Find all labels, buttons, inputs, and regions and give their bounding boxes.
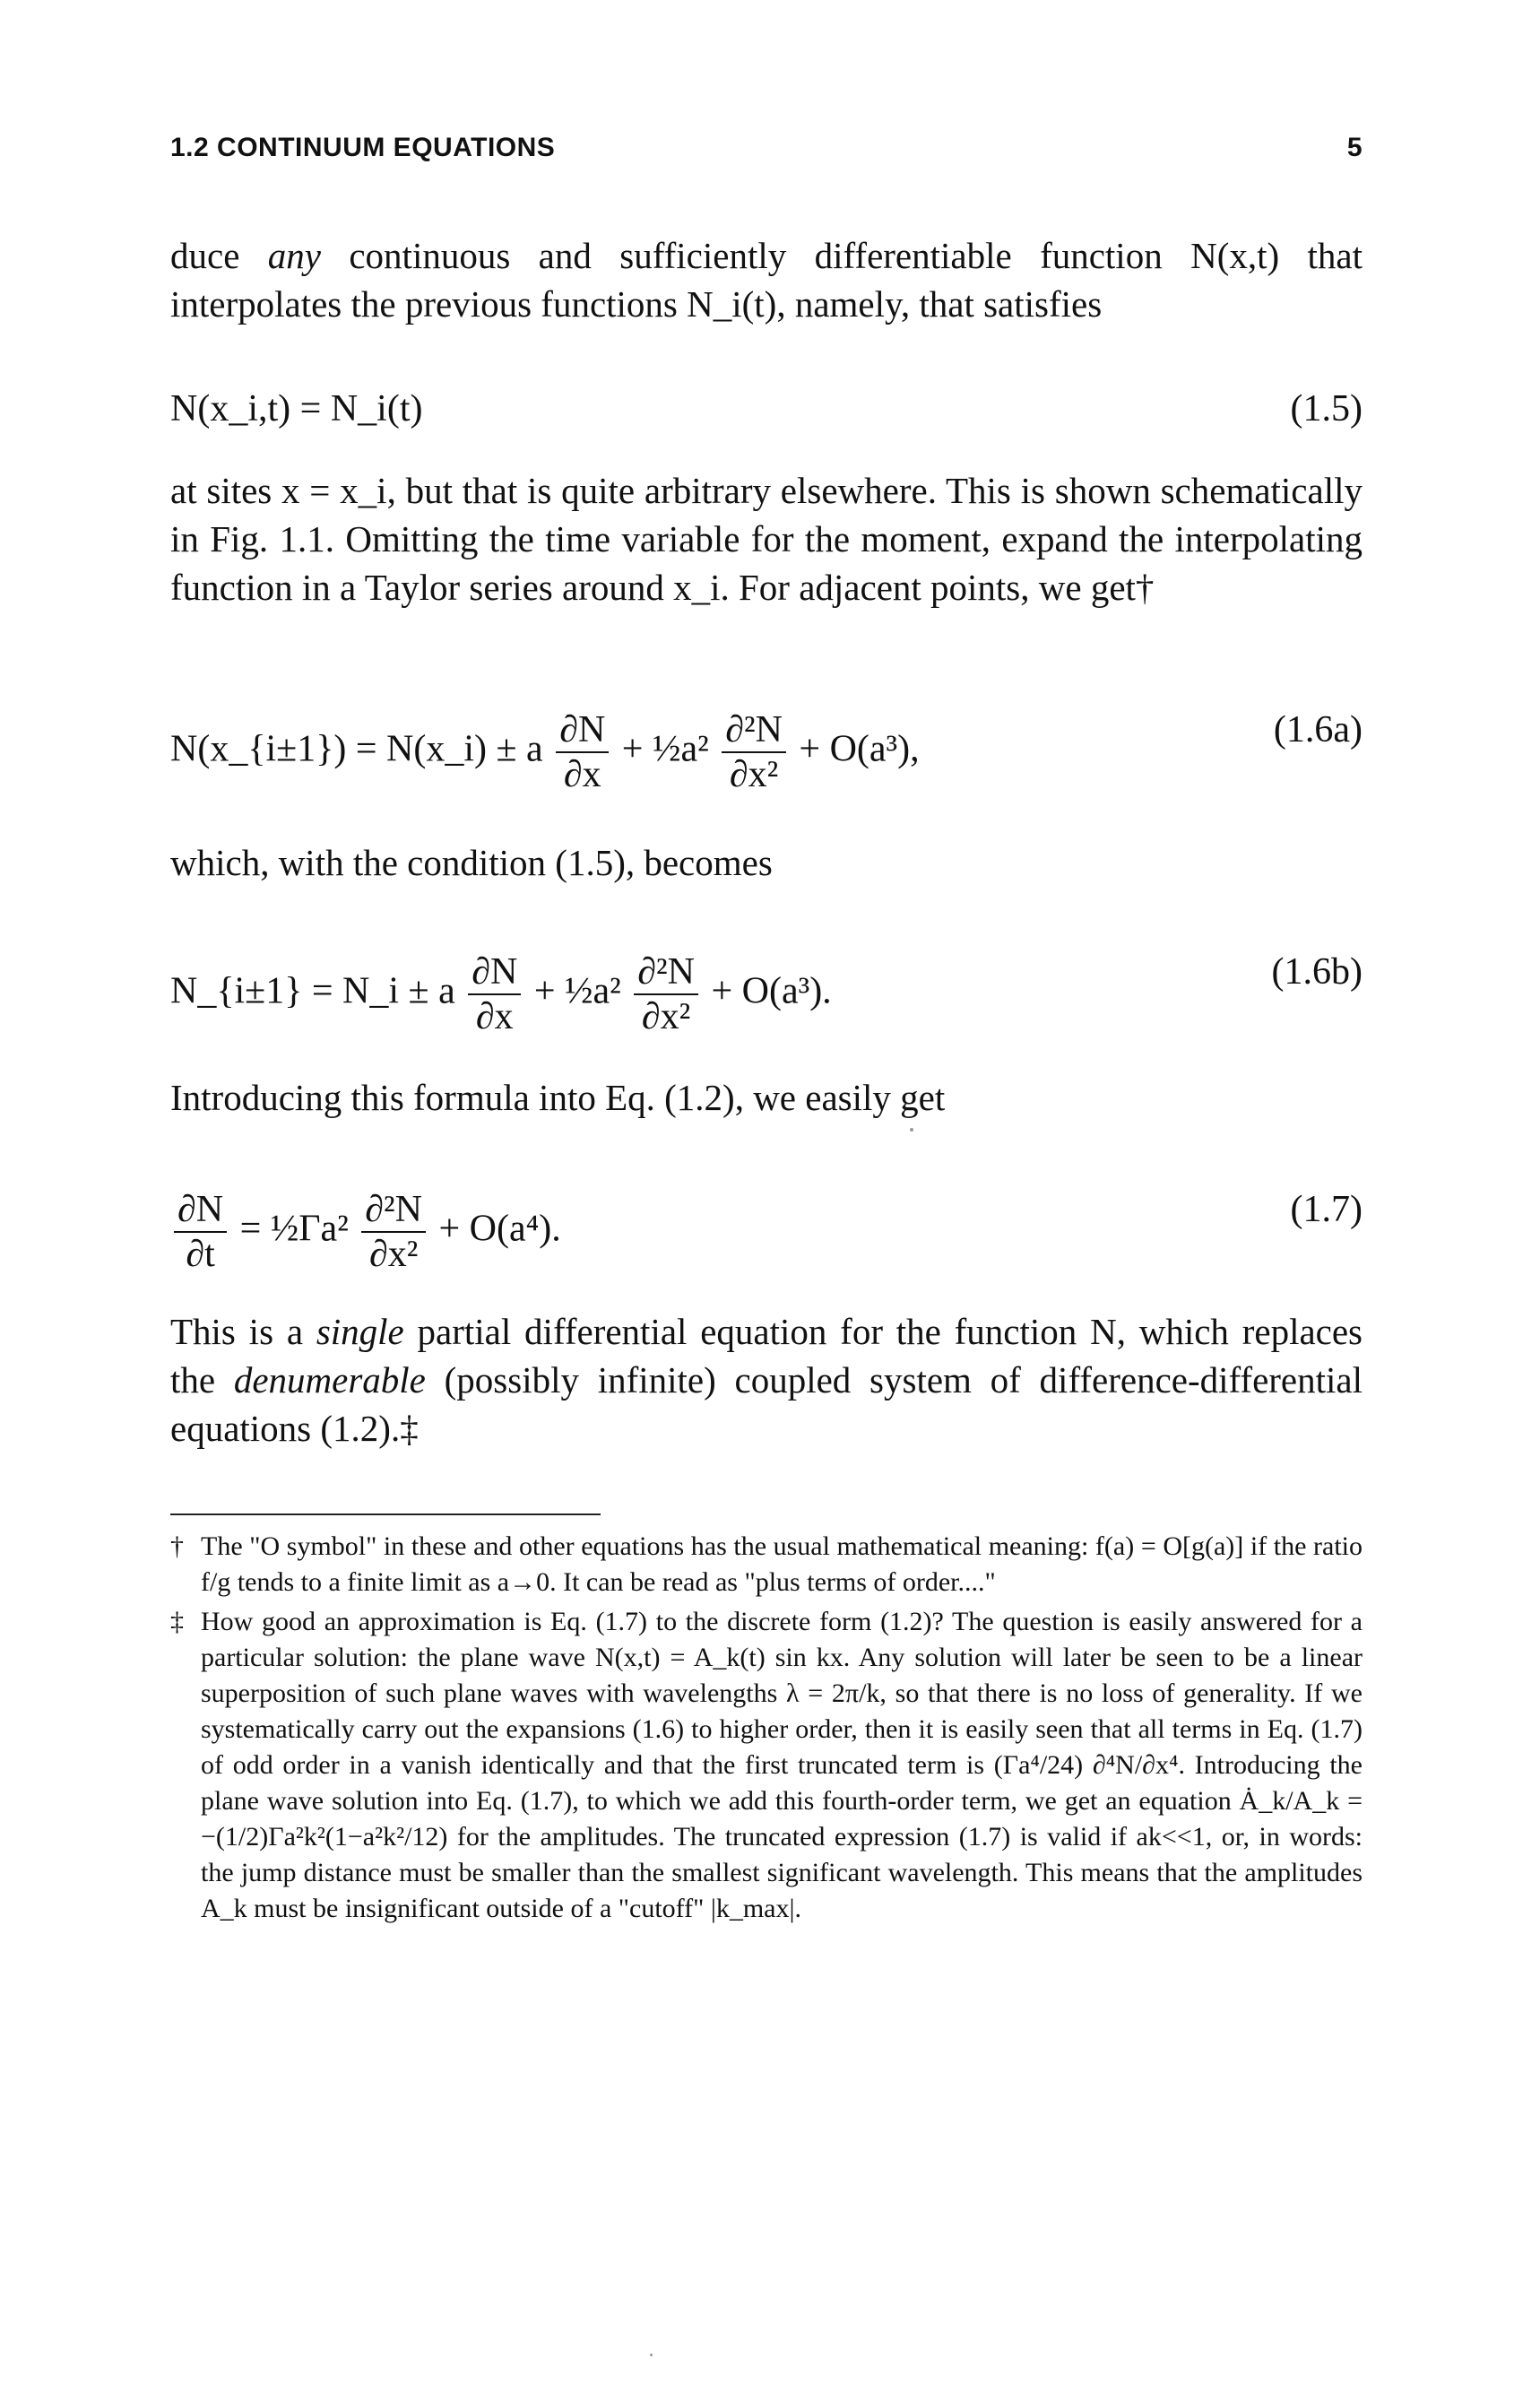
equation-1-6a-number: (1.6a) [1273, 709, 1363, 750]
footnote-text: How good an approximation is Eq. (1.7) to the discrete form (1.2)? The question is easily answered for a particular solution: the plane wave N(x,t) = A_k(t) sin kx. Any solution will later be seen to be a linear superposition of such plane waves with wavelengths λ = 2π/k, so that there is no loss of generality. If we systematically carry out the expansions (1.6) to higher order, then it is easily seen that all terms in Eq. (1.7) of odd order in a vanish identically and that the first truncated term is (Γa⁴/24) ∂⁴N/∂x⁴. Introducing the plane wave solution into Eq. (1.7), to which we add this fourth-order term, we get an equation Ȧ_k/A_k = −(1/2)Γa²k²(1−a²k²/12) for the amplitudes. The truncated expression (1.7) is valid if ak<<1, or, in words: the jump distance must be smaller than the smallest significant wavelength. This means that the amplitudes A_k must be insignificant outside of a "cutoff" |k_max|. [201, 1607, 1363, 1923]
equation-1-5-body: N(x_i,t) = N_i(t) [170, 388, 423, 429]
fraction-first-derivative: $\frac{\partial N}{\partial x}$ [556, 708, 609, 796]
fraction-second-derivative: $\frac{\text{∂²N}}{\text{∂x²}}$ [722, 708, 786, 796]
equation-1-6b-number: (1.6b) [1271, 951, 1363, 993]
equation-1-6a-lhs: N(x_{i±1}) = N(x_i) ± a [170, 728, 543, 770]
emphasis-denumerable: denumerable [233, 1359, 426, 1401]
paragraph-4: Introducing this formula into Eq. (1.2), we easily get [170, 1077, 946, 1118]
footnote-double-dagger [170, 1604, 1363, 1927]
equation-1-5-number: (1.5) [1290, 388, 1363, 429]
paragraph-1: duce any continuous and sufficiently differentiable function N(x,t) that interpolates the previous functions N_i(t), namely, that satisfies [170, 235, 1363, 325]
paragraph-2: at sites x = x_i, but that is quite arbitrary elsewhere. This is shown schematically in Fig. 1.1. Omitting the time variable for the moment, expand the interpolating function in a Taylor series around x_i. For adjacent points, we get† [170, 470, 1363, 608]
footnote-divider [170, 1513, 601, 1515]
fraction-second-derivative: $\frac{\text{∂²N}}{\text{∂x²}}$ [634, 950, 698, 1038]
equation-1-7-number: (1.7) [1290, 1189, 1363, 1230]
section-title: 1.2 CONTINUUM EQUATIONS [170, 133, 556, 162]
footnote-mark: ‡ [170, 1607, 184, 1636]
emphasis-single: single [316, 1311, 404, 1352]
print-speck [650, 2354, 653, 2356]
book-page: 1.2 CONTINUUM EQUATIONS 5 duce any continuous and sufficiently differentiable function N(x,t) that interpolates the previous functions N_i(t), namely, that satisfies N(x_i,t) = N_i(t) (1.5) at sites x = x_i, but that is quite arbitrary elsewhere. This is shown schematically in Fig. 1.1. Omitting the time variable for the moment, expand the interpolating function in a Taylor series around x_i. For adjacent points, we get† N(x_{i±1}) = N(x_i) ± a $\frac{\partial N}{\partial x}$ + ½a² $\frac{\text{∂²N}}{\text{∂x²}}$ + O(a³), (1.6a) which, with the condition (1.5), becomes N_{i±1} = N_i ± a $\frac{\partial N}{\partial x}$ + ½a² $\frac{\text{∂²N}}{\text{∂x²}}$ + O(a³). (1.6b) Introducing this formula into Eq. (1.2), we easily get $\frac{\partial N}{\partial t}$ = ½Γa² $\frac{\text{∂²N}}{\text{∂x²}}$ + O(a⁴). (1.7) This is a single partial differential equation for the function N, which replaces the denumerable (possibly infinite) coupled system of difference-differential equations (1.2).‡ † The "O symbol" in these and other equations has the usual mathematical meaning: f(a) = O[g(a)] if the ratio f/g tends to a finite limit as a→0. It can be read as "plus terms of order...." ‡ How good an approximation is Eq. (1.7) to the discrete form (1.2)? The question is easily answered for a particular solution: the plane wave N(x,t) = A_k(t) sin kx. Any solution will later be seen to be a linear superposition of such plane waves with wavelengths λ = 2π/k, so that there is no loss of generality. If we systematically carry out the expansions (1.6) to higher order, then it is easily seen that all terms in Eq. (1.7) of odd order in a vanish identically and that the first truncated term is (Γa⁴/24) ∂⁴N/∂x⁴. Introducing the plane wave solution into Eq. (1.7), to which we add this fourth-order term, we get an equation Ȧ_k/A_k = −(1/2)Γa²k²(1−a²k²/12) for the amplitudes. The truncated expression (1.7) is valid if ak<<1, or, in words: the jump distance must be smaller than the smallest significant wavelength. This means that the amplitudes A_k must be insignificant outside of a "cutoff" |k_max|. [0, 0, 1540, 2385]
fraction-first-derivative: $\frac{\partial N}{\partial x}$ [468, 950, 521, 1038]
fraction-time-derivative: $\frac{\partial N}{\partial t}$ [174, 1188, 227, 1276]
fraction-second-derivative: $\frac{\text{∂²N}}{\text{∂x²}}$ [361, 1188, 426, 1276]
equation-1-6b-lhs: N_{i±1} = N_i ± a [170, 970, 455, 1012]
footnote-dagger [170, 1529, 1363, 1600]
running-header [170, 133, 1363, 178]
footnote-mark: † [170, 1531, 184, 1561]
paragraph-5: This is a single partial differential equation for the function N, which replaces the denumerable (possibly infinite) coupled system of difference-differential equations (1.2).‡ [170, 1311, 1363, 1449]
paragraph-3: which, with the condition (1.5), becomes [170, 842, 773, 883]
print-speck [910, 1128, 913, 1132]
footnotes [170, 1529, 1363, 1930]
emphasis-any: any [267, 235, 321, 276]
page-number: 5 [1346, 133, 1363, 162]
footnote-text: The "O symbol" in these and other equations has the usual mathematical meaning: f(a) = O[g(a)] if the ratio f/g tends to a finite limit as a→0. It can be read as "plus terms of order...." [201, 1531, 1363, 1597]
